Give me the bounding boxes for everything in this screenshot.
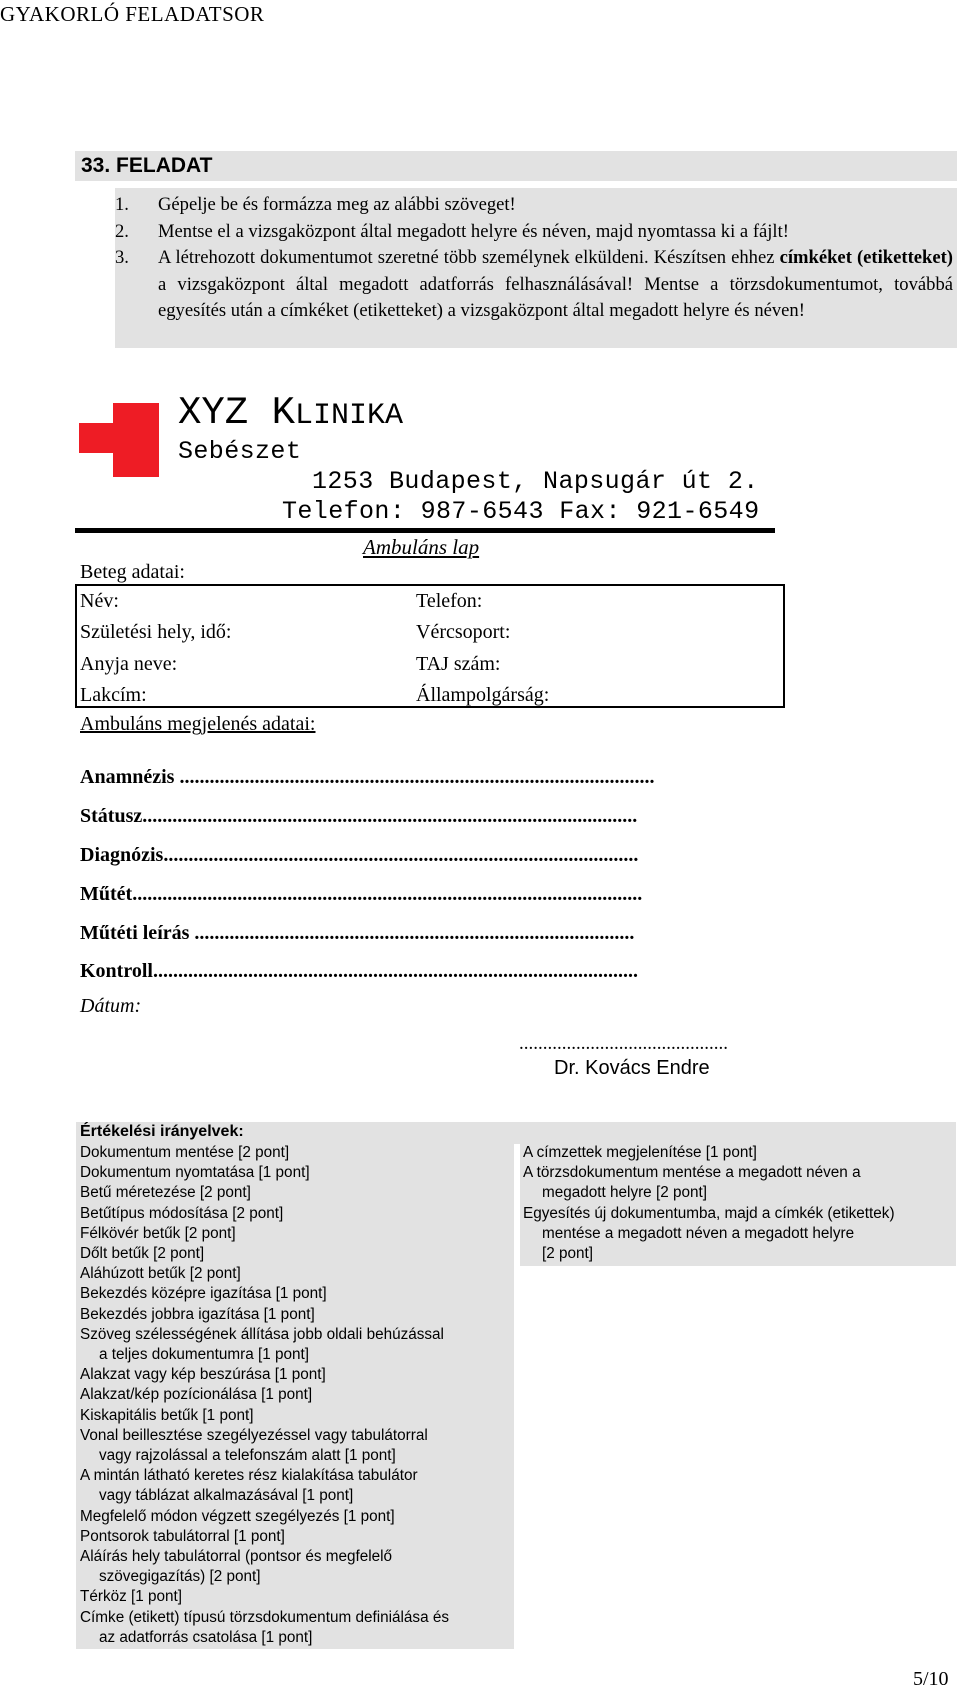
criteria-item-text: Dőlt betűk [2 pont] <box>80 1245 205 1263</box>
criteria-item <box>80 1587 512 1607</box>
criteria-item-text: vagy rajzolással a telefonszám alatt [1 pont] <box>99 1447 396 1465</box>
visit-field-surgery-description <box>80 922 634 945</box>
form-title: Ambuláns lap <box>363 535 480 559</box>
instruction-text: Mentse el a vizsgaközpont által megadott helyre és néven, majd nyomtassa ki a fájlt! <box>158 220 789 242</box>
criteria-item-text: Megfelelő módon végzett szegélyezés [1 pont] <box>80 1507 395 1525</box>
instruction-bold-text: címkéket (etiketteket) <box>779 247 953 268</box>
instruction-item <box>115 245 953 325</box>
date-label: Dátum: <box>80 995 142 1017</box>
criteria-item-text: Szöveg szélességének állítása jobb oldali behúzással <box>80 1325 444 1343</box>
criteria-item-text: A mintán látható keretes rész kialakítása tabulátor <box>80 1467 418 1485</box>
criteria-item <box>80 1325 512 1365</box>
criteria-item <box>80 1224 512 1244</box>
dot-leader: ............................................................................................... <box>163 844 639 866</box>
patient-field-taj: TAJ szám: <box>416 653 501 675</box>
visit-field-label: Státusz <box>80 805 143 827</box>
criteria-item-text: Pontsorok tabulátorral [1 pont] <box>80 1527 285 1545</box>
criteria-item <box>523 1143 955 1163</box>
visit-field-anamnesis <box>80 766 654 789</box>
instruction-number: 1. <box>115 194 129 215</box>
criteria-item-text: az adatforrás csatolása [1 pont] <box>99 1628 313 1646</box>
visit-field-label: Kontroll <box>80 960 153 982</box>
department: Sebészet <box>178 437 302 466</box>
patient-field-phone: Telefon: <box>416 590 483 612</box>
clinic-name-smallcaps: LINIKA <box>295 399 404 433</box>
dot-leader: ............................................................................................... <box>174 766 655 788</box>
criteria-item <box>523 1204 955 1265</box>
instruction-number: 3. <box>115 247 129 268</box>
criteria-item-text: Dokumentum nyomtatása [1 pont] <box>80 1164 310 1182</box>
criteria-item-text: A címzettek megjelenítése [1 pont] <box>523 1144 757 1161</box>
instruction-text: A létrehozott dokumentumot szeretné több személynek elküldeni. Készítsen ehhez <box>158 247 780 268</box>
criteria-item-text: Egyesítés új dokumentumba, majd a címkék (etikettek) <box>523 1204 895 1222</box>
page-number: 5/10 <box>913 1668 949 1690</box>
criteria-item-text: Kiskapitális betűk [1 pont] <box>80 1406 254 1424</box>
criteria-item <box>80 1244 512 1264</box>
criteria-right-list <box>523 1143 955 1264</box>
criteria-item <box>80 1426 512 1466</box>
clinic-name <box>178 391 403 438</box>
criteria-item <box>80 1608 512 1648</box>
visit-field-surgery <box>80 883 642 906</box>
patient-field-mother: Anyja neve: <box>80 653 178 675</box>
criteria-item-text: Bekezdés középre igazítása [1 pont] <box>80 1285 327 1303</box>
criteria-title: Értékelési irányelvek: <box>80 1123 244 1140</box>
criteria-item <box>80 1284 512 1304</box>
criteria-item-text: Félkövér betűk [2 pont] <box>80 1224 236 1242</box>
criteria-item-text: A törzsdokumentum mentése a megadott néven a <box>523 1164 861 1182</box>
criteria-item-text: Alakzat/kép pozícionálása [1 pont] <box>80 1386 313 1404</box>
criteria-item <box>80 1143 512 1163</box>
instruction-item <box>115 192 953 219</box>
visit-field-label: Diagnózis <box>80 844 164 866</box>
criteria-item <box>80 1406 512 1426</box>
criteria-item-text: [2 pont] <box>542 1245 594 1263</box>
header-rule <box>75 528 775 533</box>
visit-field-label: Műtéti leírás <box>80 922 190 944</box>
visit-section-label: Ambuláns megjelenés adatai: <box>80 713 316 735</box>
criteria-item-text: Bekezdés jobbra igazítása [1 pont] <box>80 1305 315 1323</box>
criteria-item-text: Címke (etikett) típusú törzsdokumentum definiálása és <box>80 1608 449 1626</box>
instructions-list <box>115 192 953 325</box>
instruction-text: a vizsgaközpont által megadott adatforrás felhasználásával! Mentse a törzsdokumentumot, továbbá egyesítés után a címkéket (etiketteket) a vizsgaközpont által megadott helyre és néven! <box>158 273 953 321</box>
criteria-item <box>80 1183 512 1203</box>
criteria-item <box>523 1163 955 1203</box>
criteria-item <box>80 1365 512 1385</box>
criteria-left-list <box>80 1143 512 1648</box>
criteria-item-text: Aláhúzott betűk [2 pont] <box>80 1265 241 1283</box>
signature-line: ............................................ <box>519 1033 728 1054</box>
patient-field-name: Név: <box>80 590 119 612</box>
clinic-address: 1253 Budapest, Napsugár út 2. <box>312 467 759 496</box>
criteria-item-text: vagy táblázat alkalmazásával [1 pont] <box>99 1487 354 1505</box>
criteria-item <box>80 1547 512 1587</box>
signature-name: Dr. Kovács Endre <box>554 1057 710 1079</box>
criteria-item <box>80 1264 512 1284</box>
patient-field-citizenship: Állampolgárság: <box>416 684 550 706</box>
red-cross-icon-bar <box>79 423 159 453</box>
criteria-item-text: Alakzat vagy kép beszúrása [1 pont] <box>80 1366 326 1384</box>
criteria-item <box>80 1466 512 1506</box>
criteria-item-text: megadott helyre [2 pont] <box>542 1184 707 1202</box>
criteria-item-text: Betűtípus módosítása [2 pont] <box>80 1204 284 1222</box>
criteria-item-text: Vonal beillesztése szegélyezéssel vagy tabulátorral <box>80 1426 428 1444</box>
criteria-item-text: Dokumentum mentése [2 pont] <box>80 1144 290 1161</box>
clinic-name-initials: XYZ K <box>178 391 296 435</box>
criteria-item <box>80 1507 512 1527</box>
clinic-phone-fax: Telefon: 987-6543 Fax: 921-6549 <box>282 497 760 526</box>
criteria-item-text: mentése a megadott néven a megadott helyre <box>542 1224 855 1242</box>
criteria-item-text: Térköz [1 pont] <box>80 1588 183 1606</box>
dot-leader: ................................................................................................... <box>142 805 638 827</box>
criteria-item-text: Aláírás hely tabulátorral (pontsor és megfelelő <box>80 1548 393 1566</box>
criteria-item <box>80 1527 512 1547</box>
running-header: GYAKORLÓ FELADATSOR <box>0 2 265 26</box>
criteria-item <box>80 1385 512 1405</box>
visit-field-control <box>80 960 638 983</box>
visit-field-label: Műtét <box>80 883 133 905</box>
dot-leader: ........................................................................................ <box>189 922 635 944</box>
criteria-item-text: a teljes dokumentumra [1 pont] <box>99 1346 310 1364</box>
visit-field-label: Anamnézis <box>80 766 175 788</box>
criteria-item <box>80 1204 512 1224</box>
patient-section-label: Beteg adatai: <box>80 561 185 583</box>
patient-field-address: Lakcím: <box>80 684 147 706</box>
criteria-item-text: Betű méretezése [2 pont] <box>80 1184 251 1202</box>
patient-field-birth: Születési hely, idő: <box>80 621 232 643</box>
visit-field-status <box>80 805 637 828</box>
instruction-text: Gépelje be és formázza meg az alábbi szöveget! <box>158 194 516 215</box>
criteria-item <box>80 1305 512 1325</box>
visit-field-diagnosis <box>80 844 638 867</box>
criteria-item <box>80 1163 512 1183</box>
instruction-item <box>115 219 953 246</box>
criteria-item-text: szövegigazítás) [2 pont] <box>99 1568 261 1586</box>
patient-field-blood-type: Vércsoport: <box>416 621 511 643</box>
instruction-number: 2. <box>115 220 129 242</box>
dot-leader: ...................................................................................................... <box>132 883 643 905</box>
dot-leader: ................................................................................................. <box>152 960 638 982</box>
task-title: 33. FELADAT <box>81 154 213 177</box>
